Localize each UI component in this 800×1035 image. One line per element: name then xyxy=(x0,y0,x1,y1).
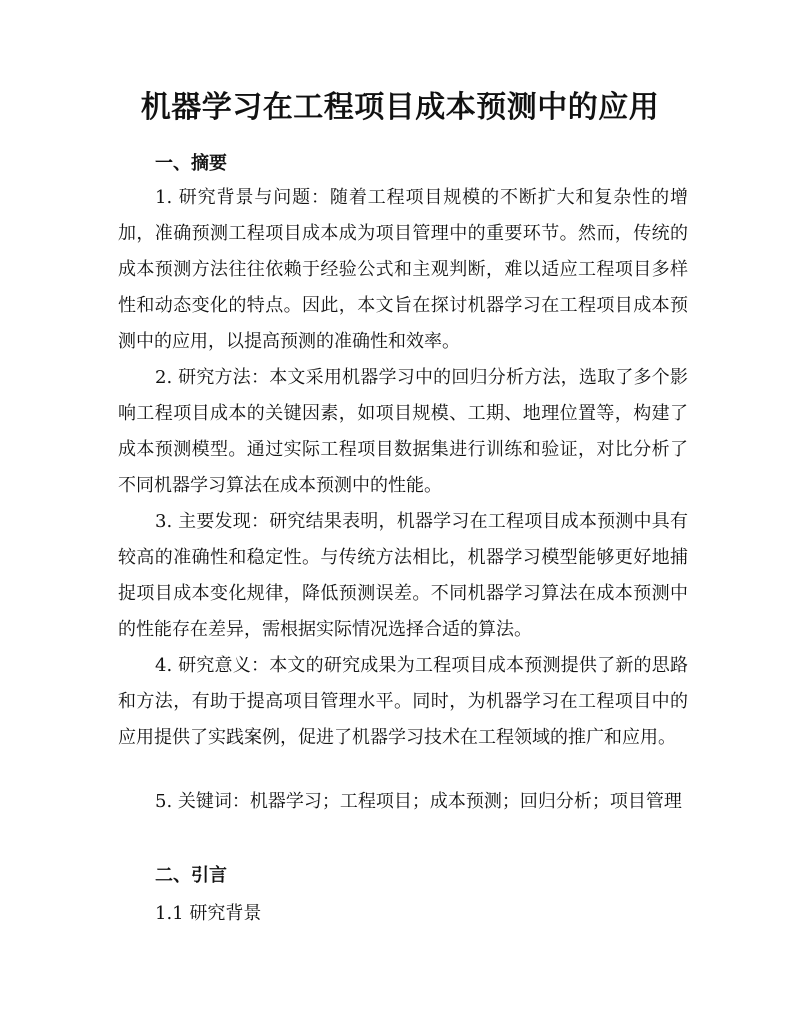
subsection-heading-research-background: 1.1 研究背景 xyxy=(155,903,262,924)
abstract-paragraph-findings: 3. 主要发现：研究结果表明，机器学习在工程项目成本预测中具有较高的准确性和稳定性。与传统方法相比，机器学习模型能够更好地捕捉项目成本变化规律，降低预测误差。不同机器学习算法在成本预测中的性能存在差异，需根据实际情况选择合适的算法。 xyxy=(118,511,688,640)
section-heading-introduction: 二、引言 xyxy=(155,865,227,886)
abstract-paragraph-background: 1. 研究背景与问题：随着工程项目规模的不断扩大和复杂性的增加，准确预测工程项目成本成为项目管理中的重要环节。然而，传统的成本预测方法往往依赖于经验公式和主观判断，难以适应工程项目多样性和动态变化的特点。因此，本文旨在探讨机器学习在工程项目成本预测中的应用，以提高预测的准确性和效率。 xyxy=(118,187,688,352)
abstract-paragraph-method: 2. 研究方法：本文采用机器学习中的回归分析方法，选取了多个影响工程项目成本的关键因素，如项目规模、工期、地理位置等，构建了成本预测模型。通过实际工程项目数据集进行训练和验证，对比分析了不同机器学习算法在成本预测中的性能。 xyxy=(118,367,688,496)
abstract-paragraph-significance: 4. 研究意义：本文的研究成果为工程项目成本预测提供了新的思路和方法，有助于提高项目管理水平。同时，为机器学习在工程项目中的应用提供了实践案例，促进了机器学习技术在工程领域的推广和应用。 xyxy=(118,655,688,748)
abstract-paragraph-keywords: 5. 关键词：机器学习；工程项目；成本预测；回归分析；项目管理 xyxy=(155,791,682,812)
section-heading-abstract: 一、摘要 xyxy=(155,153,227,174)
document-title: 机器学习在工程项目成本预测中的应用 xyxy=(140,90,660,125)
